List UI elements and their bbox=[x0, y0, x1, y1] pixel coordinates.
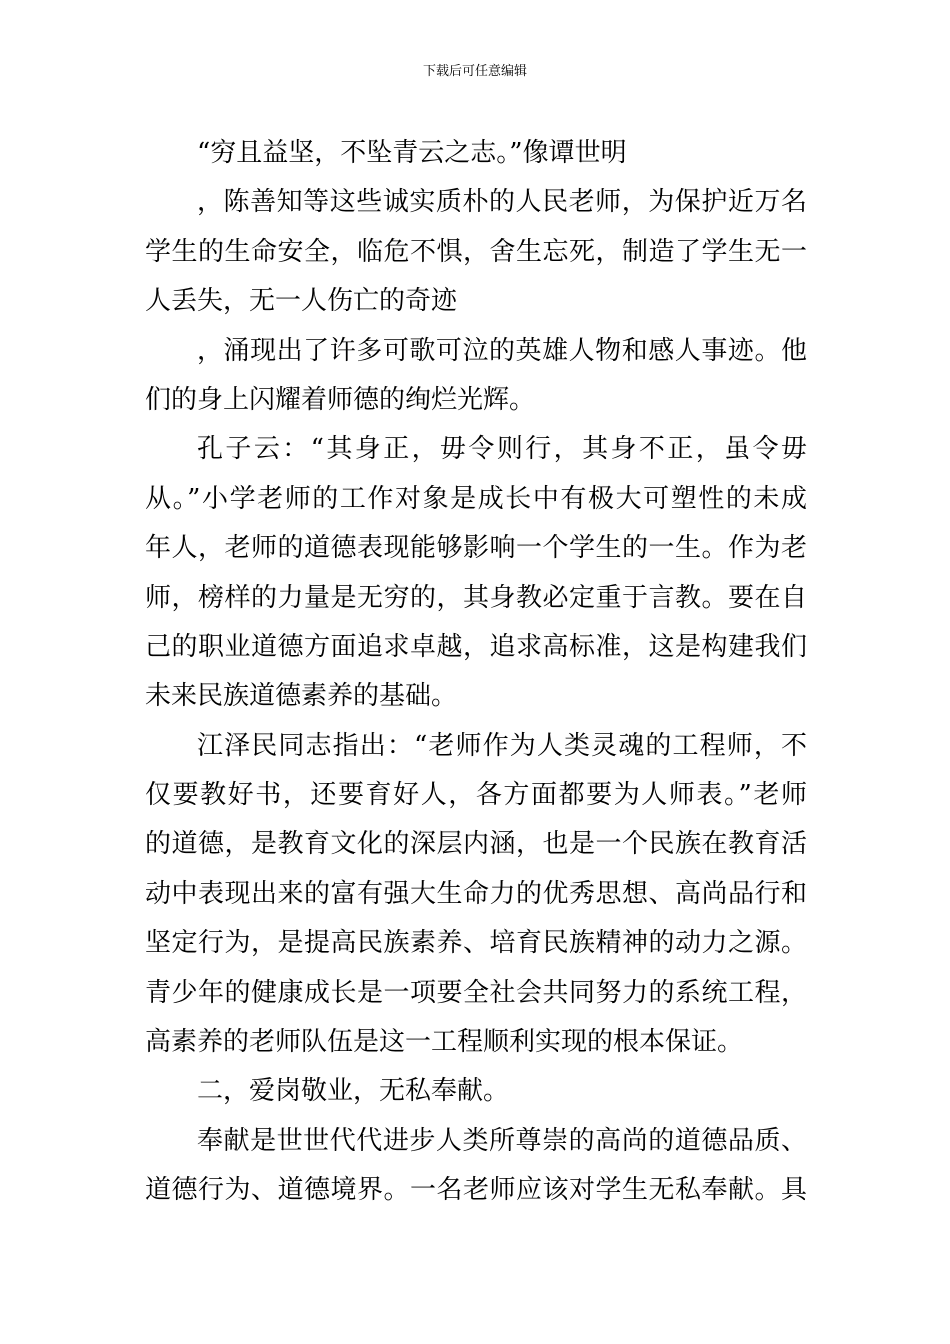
text-line: 江泽民同志指出：“老师作为人类灵魂的工程师，不 bbox=[197, 730, 807, 761]
text-line: 高素养的老师队伍是这一工程顺利实现的根本保证。 bbox=[145, 1027, 744, 1058]
text-line: 年人，老师的道德表现能够影响一个学生的一生。作为老 bbox=[145, 533, 807, 564]
text-line: 青少年的健康成长是一项要全社会共同努力的系统工程， bbox=[145, 977, 807, 1008]
text-line: 奉献是世世代代进步人类所尊崇的高尚的道德品质、 bbox=[197, 1125, 807, 1156]
page-header: 下载后可任意编辑 bbox=[422, 64, 527, 79]
text-line: 动中表现出来的富有强大生命力的优秀思想、高尚品行和 bbox=[145, 878, 807, 909]
text-line: 仅要教好书，还要育好人，各方面都要为人师表。”老师 bbox=[145, 780, 807, 811]
text-line: 己的职业道德方面追求卓越，追求高标准，这是构建我们 bbox=[145, 631, 807, 662]
text-line: 坚定行为，是提高民族素养、培育民族精神的动力之源。 bbox=[145, 928, 807, 959]
text-line: 二，爱岗敬业，无私奉献。 bbox=[197, 1076, 510, 1107]
document-body bbox=[145, 129, 807, 1216]
text-line: 的道德，是教育文化的深层内涵，也是一个民族在教育活 bbox=[145, 829, 807, 860]
text-line: “穷且益坚，不坠青云之志。”像谭世明 bbox=[197, 138, 627, 168]
text-line: 孔子云：“其身正，毋令则行，其身不正，虽令毋 bbox=[197, 434, 807, 465]
text-line: ，陈善知等这些诚实质朴的人民老师，为保护近万名 bbox=[197, 187, 807, 218]
text-line: 人丢失，无一人伤亡的奇迹 bbox=[145, 286, 458, 317]
text-line: ，涌现出了许多可歌可泣的英雄人物和感人事迹。他 bbox=[197, 335, 807, 366]
text-line: 未来民族道德素养的基础。 bbox=[145, 681, 458, 712]
text-line: 学生的生命安全，临危不惧，舍生忘死，制造了学生无一 bbox=[145, 236, 807, 267]
text-line: 道德行为、道德境界。一名老师应该对学生无私奉献。具 bbox=[145, 1175, 807, 1206]
text-line: 从。”小学老师的工作对象是成长中有极大可塑性的未成 bbox=[145, 483, 807, 514]
text-line: 师，榜样的力量是无穷的，其身教必定重于言教。要在自 bbox=[145, 582, 807, 613]
text-line: 们的身上闪耀着师德的绚烂光辉。 bbox=[145, 384, 536, 415]
